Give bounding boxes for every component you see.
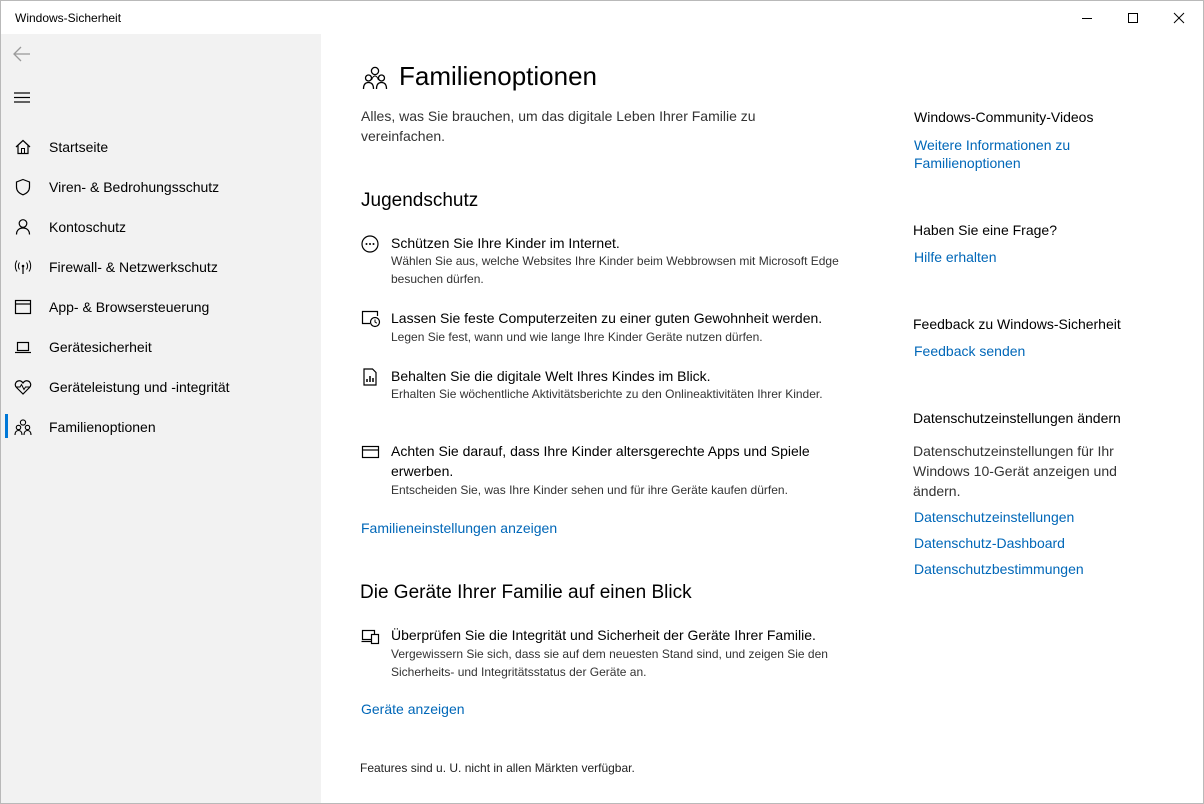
feature-description: Vergewissern Sie sich, dass sie auf dem neuesten Stand sind, und zeigen Sie den Sicherheits- und Integritätsstatus der Geräte an. xyxy=(391,647,828,679)
browse-icon xyxy=(361,235,381,253)
privacy-settings-link[interactable]: Datenschutzeinstellungen xyxy=(914,509,1075,525)
feature-item xyxy=(361,625,861,685)
menu-button[interactable] xyxy=(11,87,35,109)
window-title: Windows-Sicherheit xyxy=(15,11,122,25)
feedback-title: Feedback zu Windows-Sicherheit xyxy=(913,316,1121,332)
family-icon xyxy=(14,418,32,436)
sidebar-item-app-browser[interactable] xyxy=(1,287,321,327)
feature-description: Erhalten Sie wöchentliche Aktivitätsberichte zu den Onlineaktivitäten Ihrer Kinder. xyxy=(391,387,823,401)
feature-item xyxy=(361,233,861,293)
community-videos-title: Windows-Community-Videos xyxy=(914,109,1094,125)
antenna-icon xyxy=(14,258,32,276)
heart-pulse-icon xyxy=(14,378,32,396)
back-button[interactable] xyxy=(11,43,35,65)
sidebar-item-label: Familienoptionen xyxy=(49,419,156,435)
feature-description: Entscheiden Sie, was Ihre Kinder sehen und für ihre Geräte kaufen dürfen. xyxy=(391,483,788,497)
section-title-devices: Die Geräte Ihrer Familie auf einen Blick xyxy=(360,582,692,603)
sidebar-item-startseite[interactable] xyxy=(1,127,321,167)
feature-item xyxy=(361,441,861,501)
privacy-statement-link[interactable]: Datenschutzbestimmungen xyxy=(914,561,1084,577)
sidebar-item-label: Kontoschutz xyxy=(49,219,127,235)
sidebar-item-familienoptionen[interactable] xyxy=(1,407,321,447)
feature-heading: Lassen Sie feste Computerzeiten zu einer guten Gewohnheit werden. xyxy=(391,310,823,326)
sidebar-item-geraetesicherheit[interactable] xyxy=(1,327,321,367)
app-window-icon xyxy=(14,298,32,316)
sidebar-item-label: Startseite xyxy=(49,139,109,155)
feature-item xyxy=(361,366,861,426)
main-content xyxy=(321,34,1203,803)
close-icon xyxy=(1173,12,1185,24)
minimize-icon xyxy=(1081,12,1093,24)
sidebar-item-geraeteleistung[interactable] xyxy=(1,367,321,407)
feature-heading: Überprüfen Sie die Integrität und Sicherheit der Geräte Ihrer Familie. xyxy=(391,627,816,643)
sidebar-item-firewall[interactable] xyxy=(1,247,321,287)
feature-heading: Achten Sie darauf, dass Ihre Kinder altersgerechte Apps und Spiele erwerben. xyxy=(391,443,810,479)
devices-icon xyxy=(361,627,381,645)
sidebar-item-label: Viren- & Bedrohungsschutz xyxy=(49,179,220,195)
page-title: Familienoptionen xyxy=(399,61,598,91)
minimize-button[interactable] xyxy=(1064,1,1110,34)
sidebar xyxy=(1,34,321,803)
family-settings-link[interactable]: Familieneinstellungen anzeigen xyxy=(361,520,558,536)
credit-card-icon xyxy=(361,443,381,461)
title-bar xyxy=(1,1,1203,34)
question-title: Haben Sie eine Frage? xyxy=(913,222,1057,238)
close-button[interactable] xyxy=(1156,1,1202,34)
maximize-button[interactable] xyxy=(1110,1,1156,34)
sidebar-item-label: Firewall- & Netzwerkschutz xyxy=(49,259,218,275)
send-feedback-link[interactable]: Feedback senden xyxy=(914,343,1026,359)
hamburger-icon xyxy=(11,87,35,109)
maximize-icon xyxy=(1127,12,1139,24)
sidebar-item-viren[interactable] xyxy=(1,167,321,207)
screen-time-icon xyxy=(361,310,381,328)
feature-item xyxy=(361,308,861,352)
feature-heading: Schützen Sie Ihre Kinder im Internet. xyxy=(391,235,620,251)
feature-description: Wählen Sie aus, welche Websites Ihre Kinder beim Webbrowsen mit Microsoft Edge besuchen dürfen. xyxy=(391,254,839,286)
get-help-link[interactable]: Hilfe erhalten xyxy=(914,249,997,265)
view-devices-link[interactable]: Geräte anzeigen xyxy=(361,701,465,717)
privacy-dashboard-link[interactable]: Datenschutz-Dashboard xyxy=(914,535,1065,551)
section-title-jugendschutz: Jugendschutz xyxy=(361,190,479,211)
family-info-link[interactable]: Weitere Informationen zu Familienoptionen xyxy=(914,137,1071,171)
shield-icon xyxy=(14,178,32,196)
feature-description: Legen Sie fest, wann und wie lange Ihre Kinder Geräte nutzen dürfen. xyxy=(391,330,763,344)
privacy-text: Datenschutzeinstellungen für Ihr Windows 10-Gerät anzeigen und ändern. xyxy=(913,443,1117,499)
privacy-title: Datenschutzeinstellungen ändern xyxy=(913,410,1121,426)
footnote: Features sind u. U. nicht in allen Märkten verfügbar. xyxy=(360,761,635,775)
family-icon xyxy=(362,65,388,91)
selection-indicator xyxy=(5,414,8,438)
laptop-icon xyxy=(14,338,32,356)
page-intro: Alles, was Sie brauchen, um das digitale Leben Ihrer Familie zu vereinfachen. xyxy=(361,108,756,144)
sidebar-item-label: App- & Browsersteuerung xyxy=(49,299,210,315)
sidebar-item-kontoschutz[interactable] xyxy=(1,207,321,247)
sidebar-item-label: Geräteleistung und -integrität xyxy=(49,379,230,395)
home-icon xyxy=(14,138,32,156)
activity-report-icon xyxy=(361,368,381,386)
back-arrow-icon xyxy=(11,43,35,65)
feature-heading: Behalten Sie die digitale Welt Ihres Kindes im Blick. xyxy=(391,368,711,384)
sidebar-item-label: Gerätesicherheit xyxy=(49,339,152,355)
person-icon xyxy=(14,218,32,236)
